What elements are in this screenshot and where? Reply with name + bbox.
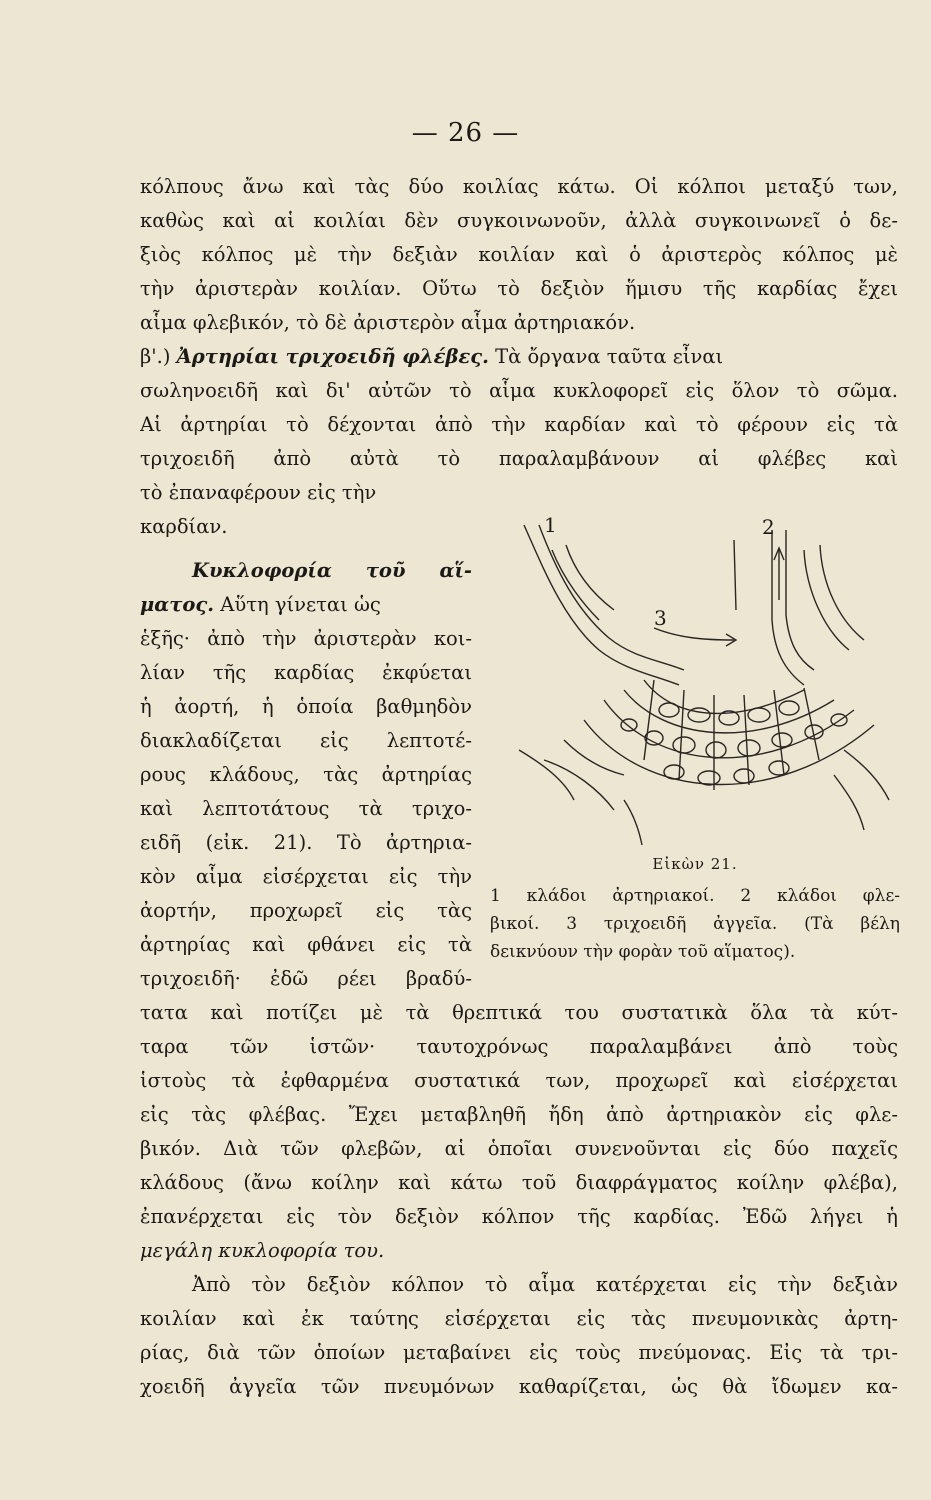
section-b-first-line <box>140 342 898 372</box>
text-line: καὶ λεπτοτάτους τὰ τριχο- <box>140 797 472 820</box>
text-line: σωληνοειδῆ καὶ δι' αὐτῶν τὸ αἷμα κυκλοφορεῖ εἰς ὅλον τὸ σῶμα. <box>140 379 898 402</box>
circulation-first-text: Αὕτη γίνεται ὡς <box>220 593 381 616</box>
text-line: τριχοειδῆ· ἐδῶ ρέει βραδύ- <box>140 967 472 990</box>
text-line: ἱστοὺς τὰ ἐφθαρμένα συστατικά των, προχωρεῖ καὶ εἰσέρχεται <box>140 1069 898 1092</box>
text-line: τατα καὶ ποτίζει μὲ τὰ θρεπτικά του συστατικὰ ὅλα τὰ κύτ- <box>140 1001 898 1024</box>
text-line: αἷμα φλεβικόν, τὸ δὲ ἀριστερὸν αἷμα ἀρτηριακόν. <box>140 311 636 334</box>
text-line: ρίας, διὰ τῶν ὁποίων μεταβαίνει εἰς τοὺς πνεύμονας. Εἰς τὰ τρι- <box>140 1341 898 1364</box>
figure-label-3: 3 <box>654 606 667 630</box>
page-number: — 26 — <box>411 118 520 148</box>
text-line: χοειδῆ ἀγγεῖα τῶν πνευμόνων καθαρίζεται, ὡς θὰ ἴδωμεν κα- <box>140 1375 898 1398</box>
text-line: ταρα τῶν ἱστῶν· ταυτοχρόνως παραλαμβάνει ἀπὸ τοὺς <box>140 1035 898 1058</box>
text-line: ἐπανέρχεται εἰς τὸν δεξιὸν κόλπον τῆς καρδίας. Ἐδῶ λήγει ἡ <box>140 1205 898 1228</box>
circulation-first-line <box>140 590 472 620</box>
text-line: βικόν. Διὰ τῶν φλεβῶν, αἱ ὁποῖαι συνενοῦνται εἰς δύο παχεῖς <box>140 1137 898 1160</box>
text-line: κόλπους ἄνω καὶ τὰς δύο κοιλίας κάτω. Οἱ κόλποι μεταξύ των, <box>140 175 898 198</box>
text-line: εἰς τὰς φλέβας. Ἔχει μεταβληθῆ ἤδη ἀπὸ ἀρτηριακὸν εἰς φλε- <box>140 1103 898 1126</box>
text-line: λίαν τῆς καρδίας ἐκφύεται <box>140 661 472 684</box>
figure-caption-title: Εἰκὼν 21. <box>652 855 738 873</box>
section-marker: β'.) <box>140 345 171 368</box>
section-first-text: Τὰ ὄργανα ταῦτα εἶναι <box>495 345 724 368</box>
text-line: τὴν ἀριστερὰν κοιλίαν. Οὕτω τὸ δεξιὸν ἥμισυ τῆς καρδίας ἔχει <box>140 277 898 300</box>
text-line: ἀρτηρίας καὶ φθάνει εἰς τὰ <box>140 933 472 956</box>
text-line: ἡ ἀορτή, ἡ ὁποία βαθμηδὸν <box>140 695 472 718</box>
text-line: διακλαδίζεται εἰς λεπτοτέ- <box>140 729 472 752</box>
figure-label-2: 2 <box>762 515 775 539</box>
blood-vessels-figure <box>504 510 902 850</box>
text-line: καρδίαν. <box>140 515 228 538</box>
figure-label-1: 1 <box>544 513 557 537</box>
figure-caption-line: βικοί. 3 τριχοειδῆ ἀγγεῖα. (Τὰ βέλη <box>490 914 900 934</box>
text-line-italic <box>140 1236 898 1266</box>
text-line: τριχοειδῆ ἀπὸ αὐτὰ τὸ παραλαμβάνουν αἱ φλέβες καὶ <box>140 447 898 470</box>
text-line: ειδῆ (εἰκ. 21). Τὸ ἀρτηρια- <box>140 831 472 854</box>
text-line: ἀορτήν, προχωρεῖ εἰς τὰς <box>140 899 472 922</box>
text-line: κλάδους (ἄνω κοίλην καὶ κάτω τοῦ διαφράγματος κοίλην φλέβα), <box>140 1171 898 1194</box>
text-line: καθὼς καὶ αἱ κοιλίαι δὲν συγκοινωνοῦν, ἀλλὰ συγκοινωνεῖ ὁ δε- <box>140 209 898 232</box>
text-line: Ἀπὸ τὸν δεξιὸν κόλπον τὸ αἷμα κατέρχεται εἰς τὴν δεξιὰν <box>192 1273 898 1296</box>
text-line: κὸν αἷμα εἰσέρχεται εἰς τὴν <box>140 865 472 888</box>
circulation-heading: Κυκλοφορία τοῦ αἵ- <box>192 559 472 582</box>
circulation-heading-end: ματος. <box>140 593 215 616</box>
text-line: ξιὸς κόλπος μὲ τὴν δεξιὰν κοιλίαν καὶ ὁ ἀριστερὸς κόλπος μὲ <box>140 243 898 266</box>
italic-phrase: μεγάλη κυκλοφορία του. <box>140 1239 385 1262</box>
text-line: τὸ ἐπαναφέρουν εἰς τὴν <box>140 481 377 504</box>
text-line: ἑξῆς· ἀπὸ τὴν ἀριστερὰν κοι- <box>140 627 472 650</box>
figure-caption-line: δεικνύουν τὴν φορὰν τοῦ αἵματος). <box>490 942 796 962</box>
circulation-heading-line <box>140 556 472 586</box>
section-heading: Ἀρτηρίαι τριχοειδῆ φλέβες. <box>176 345 489 368</box>
text-line: ρους κλάδους, τὰς ἀρτηρίας <box>140 763 472 786</box>
text-line: κοιλίαν καὶ ἐκ ταύτης εἰσέρχεται εἰς τὰς πνευμονικὰς ἀρτη- <box>140 1307 898 1330</box>
text-line: Αἱ ἀρτηρίαι τὸ δέχονται ἀπὸ τὴν καρδίαν καὶ τὸ φέρουν εἰς τὰ <box>140 413 898 436</box>
figure-caption-line: 1 κλάδοι ἀρτηριακοί. 2 κλάδοι φλε- <box>490 886 900 906</box>
